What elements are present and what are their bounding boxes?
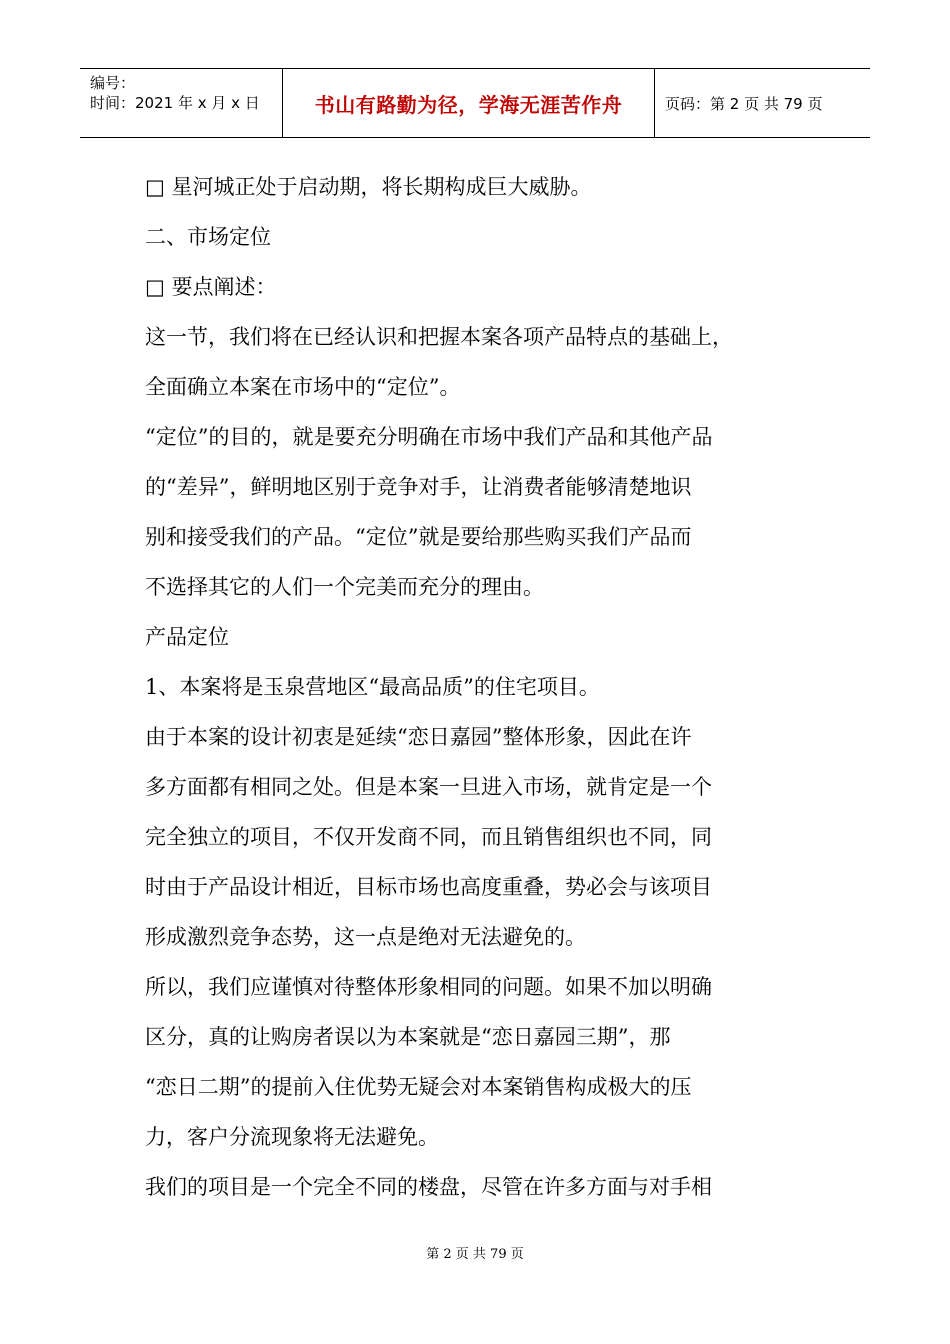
body-line: 我们的项目是一个完全不同的楼盘，尽管在许多方面与对手相 xyxy=(145,1175,712,1199)
body-line: 力，客户分流现象将无法避免。 xyxy=(145,1125,439,1149)
body-line: 区分，真的让购房者误以为本案就是“恋日嘉园三期”，那 xyxy=(145,1025,671,1049)
body-line: □ 要点阐述： xyxy=(145,275,277,299)
body-line: 别和接受我们的产品。“定位”就是要给那些购买我们产品而 xyxy=(145,525,692,549)
body-line: 多方面都有相同之处。但是本案一旦进入市场，就肯定是一个 xyxy=(145,775,712,799)
body-line: “恋日二期”的提前入住优势无疑会对本案销售构成极大的压 xyxy=(145,1075,692,1099)
body-line: 形成激烈竞争态势，这一点是绝对无法避免的。 xyxy=(145,925,586,949)
header-meta xyxy=(80,69,283,137)
body-line: 全面确立本案在市场中的“定位”。 xyxy=(145,375,461,399)
body-line: 由于本案的设计初衷是延续“恋日嘉园”整体形象，因此在许 xyxy=(145,725,692,749)
body-line: 完全独立的项目，不仅开发商不同，而且销售组织也不同，同 xyxy=(145,825,712,849)
body-line: 1、本案将是玉泉营地区“最高品质”的住宅项目。 xyxy=(145,675,600,699)
page-header xyxy=(80,68,870,138)
body-line: 这一节，我们将在已经认识和把握本案各项产品特点的基础上， xyxy=(145,325,733,349)
header-page-info: 页码：第 2 页 共 79 页 xyxy=(665,94,823,113)
body-line: 时由于产品设计相近，目标市场也高度重叠，势必会与该项目 xyxy=(145,875,712,899)
body-line: 不选择其它的人们一个完美而充分的理由。 xyxy=(145,575,544,599)
body-line: 所以，我们应谨慎对待整体形象相同的问题。如果不加以明确 xyxy=(145,975,712,999)
page-footer: 第 2 页 共 79 页 xyxy=(426,1247,524,1262)
document-body xyxy=(145,162,825,1212)
body-line: □ 星河城正处于启动期，将长期构成巨大威胁。 xyxy=(145,175,592,199)
body-line: 的“差异”，鲜明地区别于竞争对手，让消费者能够清楚地识 xyxy=(145,475,692,499)
document-date: 时间：2021 年 x 月 x 日 xyxy=(90,94,260,112)
section-heading: 二、市场定位 xyxy=(145,225,271,249)
body-line: “定位”的目的，就是要充分明确在市场中我们产品和其他产品 xyxy=(145,425,713,449)
header-motto: 书山有路勤为径，学海无涯苦作舟 xyxy=(283,69,655,137)
document-number: 编号： xyxy=(90,74,136,92)
subsection-heading: 产品定位 xyxy=(145,625,229,649)
